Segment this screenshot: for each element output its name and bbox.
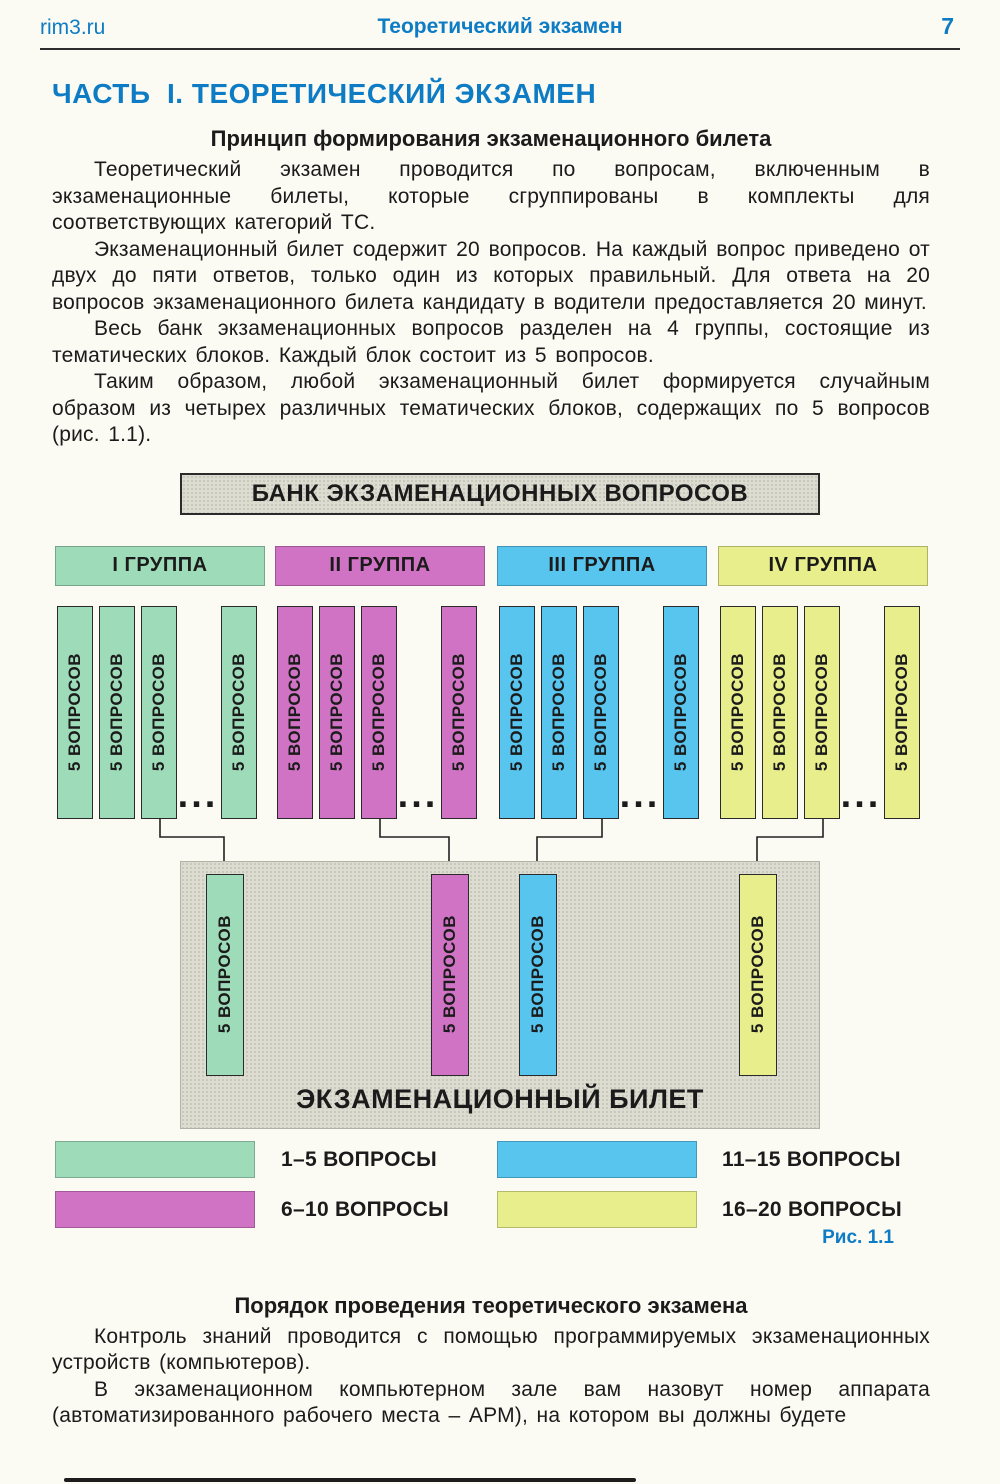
block-label: 5 ВОПРОСОВ [507,652,526,772]
block-label: 5 ВОПРОСОВ [549,652,568,772]
ticket-block-2 [431,874,469,1076]
group-1-block [57,606,93,819]
section-heading: Принцип формирования экзаменационного билета [210,126,772,151]
group-4-block [804,606,840,819]
legend-label-6-10: 6–10 ВОПРОСЫ [281,1197,450,1221]
group-2-block [319,606,355,819]
block-label: 5 ВОПРОСОВ [65,652,84,772]
header-rule [40,48,960,50]
exam-ticket-box [180,861,820,1129]
section-principle [0,126,1000,449]
question-group-1 [55,546,265,822]
group-2-header: II ГРУППА [275,546,485,586]
section-heading: Порядок проведения теоретического экзамена [234,1292,748,1318]
ellipsis: ... [619,773,661,816]
group-3-block [499,606,535,819]
paragraph: Весь банк экзаменационных вопросов разделен на 4 группы, состоящие из тематических блоков. Каждый блок состоит из 5 вопросов. [52,317,930,367]
group-1-header: I ГРУППА [55,546,265,586]
block-label: 5 ВОПРОСОВ [440,915,459,1034]
ticket-title: ЭКЗАМЕНАЦИОННЫЙ БИЛЕТ [296,1083,704,1114]
connector-lines [0,819,1000,861]
group-2-block [361,606,397,819]
ellipsis: ... [177,773,219,816]
ticket-block-1 [206,874,244,1076]
part-title: ЧАСТЬ I. ТЕОРЕТИЧЕСКИЙ ЭКЗАМЕН [52,78,597,109]
group-3-block [583,606,619,819]
group-4-block [884,606,920,819]
block-label: 5 ВОПРОСОВ [770,652,789,772]
block-label: 5 ВОПРОСОВ [107,652,126,772]
block-label: 5 ВОПРОСОВ [728,652,747,772]
legend-swatch-11-15 [497,1141,697,1178]
block-label: 5 ВОПРОСОВ [748,915,767,1034]
block-label: 5 ВОПРОСОВ [229,652,248,772]
paragraph: Таким образом, любой экзаменационный билет формируется случайным образом из четырех различных тематических блоков, содержащих по 5 вопросов (рис. 1.1). [52,370,930,446]
site-url: rim3.ru [40,16,106,39]
block-label: 5 ВОПРОСОВ [149,652,168,772]
ellipsis: ... [397,773,439,816]
running-head [0,0,1000,46]
block-label: 5 ВОПРОСОВ [671,652,690,772]
group-3-header: III ГРУППА [497,546,707,586]
block-label: 5 ВОПРОСОВ [812,652,831,772]
question-group-3 [497,546,707,822]
block-label: 5 ВОПРОСОВ [327,652,346,772]
group-2-block [441,606,477,819]
group-2-block [277,606,313,819]
page-number: 7 [941,13,954,39]
section-procedure [0,1293,1000,1430]
ellipsis: ... [840,773,882,816]
group-1-block [99,606,135,819]
legend-label-1-5: 1–5 ВОПРОСЫ [281,1147,438,1171]
paragraph: В экзаменационном компьютерном зале вам назовут номер аппарата (автоматизированного рабочего места – АРМ), на котором вы должны будете [52,1377,930,1427]
group-1-block [141,606,177,819]
group-4-block [762,606,798,819]
block-label: 5 ВОПРОСОВ [215,915,234,1034]
group-4-header: IV ГРУППА [718,546,928,586]
legend-swatch-16-20 [497,1191,697,1228]
block-label: 5 ВОПРОСОВ [449,652,468,772]
figure-1-1 [0,473,1000,1265]
block-label: 5 ВОПРОСОВ [892,652,911,772]
block-label: 5 ВОПРОСОВ [285,652,304,772]
group-1-block [221,606,257,819]
bank-title-box: БАНК ЭКЗАМЕНАЦИОННЫХ ВОПРОСОВ [180,473,820,515]
paragraph: Контроль знаний проводится с помощью программируемых экзаменационных устройств (компьютеров). [52,1324,930,1374]
block-label: 5 ВОПРОСОВ [528,915,547,1034]
block-label: 5 ВОПРОСОВ [369,652,388,772]
question-group-2 [275,546,485,822]
ticket-block-3 [519,874,557,1076]
paragraph: Экзаменационный билет содержит 20 вопросов. На каждый вопрос приведено от двух до пяти ответов, только один из которых правильный. Для ответа на 20 вопросов экзаменационного билета кандидату в водители предоставляется 20 минут. [52,237,930,314]
scan-artifact-line [64,1478,636,1482]
figure-caption: Рис. 1.1 [822,1226,894,1248]
legend-swatch-6-10 [55,1191,255,1228]
legend-label-11-15: 11–15 ВОПРОСЫ [722,1147,901,1171]
paragraph: Теоретический экзамен проводится по вопросам, включенным в экзаменационные билеты, которые сгруппированы в комплекты для соответствующих категорий ТС. [52,158,930,234]
running-title: Теоретический экзамен [377,15,623,38]
question-group-4 [718,546,928,822]
legend-swatch-1-5 [55,1141,255,1178]
group-4-block [720,606,756,819]
ticket-block-4 [739,874,777,1076]
legend-label-16-20: 16–20 ВОПРОСЫ [722,1197,902,1221]
block-label: 5 ВОПРОСОВ [591,652,610,772]
group-3-block [541,606,577,819]
group-3-block [663,606,699,819]
